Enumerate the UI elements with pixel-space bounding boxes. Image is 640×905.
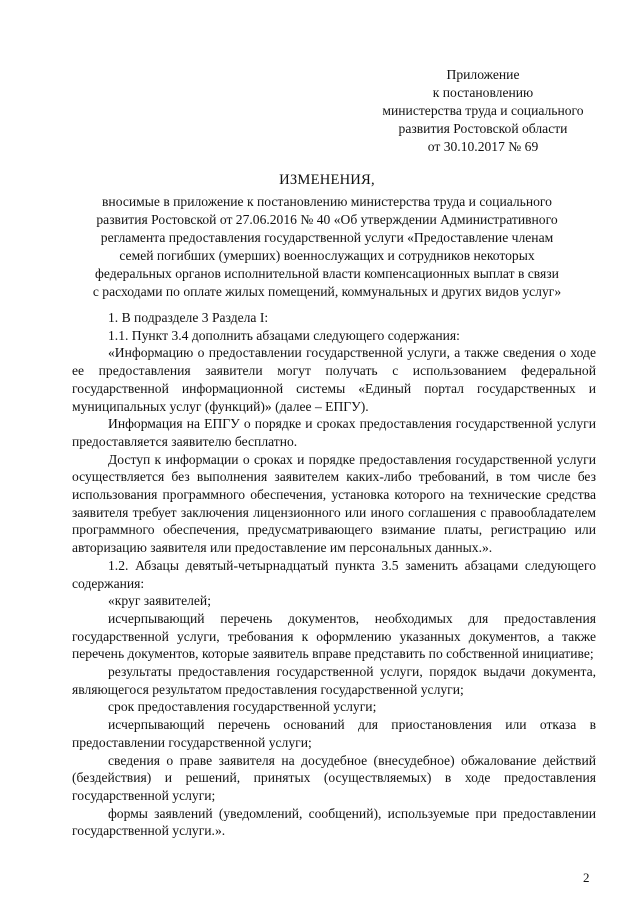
paragraph-grounds: исчерпывающий перечень оснований для приостановления или отказа в предоставлении государственной услуги; bbox=[72, 717, 596, 750]
page-number: 2 bbox=[583, 870, 590, 885]
paragraph-info-epgu: «Информацию о предоставлении государственной услуги, а также сведения о ходе ее предоставления заявители могут получать с использованием федеральной государственной информационной системы «Единый портал государственных и муниципальных услуг (функций)» (далее – ЕПГУ). bbox=[72, 345, 596, 414]
subtitle-line-6: с расходами по оплате жилых помещений, коммунальных и других видов услуг» bbox=[92, 284, 562, 299]
appendix-line-5: от 30.10.2017 № 69 bbox=[427, 139, 539, 154]
document-body bbox=[72, 309, 596, 840]
subtitle-line-3: регламента предоставления государственной услуги «Предоставление членам bbox=[100, 230, 554, 245]
paragraph-section-1: 1. В подразделе 3 Раздела I: bbox=[108, 310, 269, 325]
subtitle-line-4: семей погибших (умерших) военнослужащих и сотрудников некоторых bbox=[119, 248, 535, 263]
paragraph-item-1-1: 1.1. Пункт 3.4 дополнить абзацами следующего содержания: bbox=[108, 327, 460, 343]
document-heading: ИЗМЕНЕНИЯ, bbox=[279, 172, 375, 188]
paragraph-info-free: Информация на ЕПГУ о порядке и сроках предоставления государственной услуги предоставляется заявителю бесплатно. bbox=[72, 416, 596, 449]
subtitle-line-5: федеральных органов исполнительной власти компенсационных выплат в связи bbox=[95, 266, 559, 281]
paragraph-access: Доступ к информации о сроках и порядке предоставления государственной услуги осуществляется без выполнения заявителем каких-либо требований, в том числе без использования программного обеспечения, установка которого на технические средства заявителя требует заключения лицензионного или иного соглашения с правообладателем программного обеспечения, предусматривающего взимание платы, регистрацию или авторизацию заявителя или предоставление им персональных данных.». bbox=[72, 451, 596, 556]
subtitle-line-2: развития Ростовской от 27.06.2016 № 40 «Об утверждении Административного bbox=[96, 212, 558, 227]
paragraph-term: срок предоставления государственной услуги; bbox=[108, 699, 377, 715]
paragraph-documents: исчерпывающий перечень документов, необходимых для предоставления государственной услуги, требования к оформлению указанных документов, а также перечень документов, которые заявитель вправе представить по собственной инициативе; bbox=[72, 610, 596, 662]
paragraph-applicants: «круг заявителей; bbox=[108, 593, 211, 609]
subtitle-line-1: вносимые в приложение к постановлению министерства труда и социального bbox=[102, 194, 552, 209]
paragraph-appeal: сведения о праве заявителя на досудебное (внесудебное) обжалование действий (бездействия) и решений, принятых (осуществляемых) в ходе предоставления государственной услуги; bbox=[72, 752, 596, 803]
document-subtitle bbox=[62, 193, 592, 301]
appendix-line-2: к постановлению bbox=[432, 85, 534, 100]
appendix-line-1: Приложение bbox=[446, 67, 520, 82]
paragraph-item-1-2: 1.2. Абзацы девятый-четырнадцатый пункта 3.5 заменить абзацами следующего содержания: bbox=[72, 557, 596, 591]
paragraph-forms: формы заявлений (уведомлений, сообщений), используемые при предоставлении государственной услуги.». bbox=[72, 805, 596, 839]
appendix-line-4: развития Ростовской области bbox=[398, 121, 568, 136]
appendix-block bbox=[360, 66, 606, 156]
appendix-line-3: министерства труда и социального bbox=[382, 103, 584, 118]
paragraph-results: результаты предоставления государственной услуги, порядок выдачи документа, являющегося результатом предоставления государственной услуги; bbox=[72, 664, 596, 697]
